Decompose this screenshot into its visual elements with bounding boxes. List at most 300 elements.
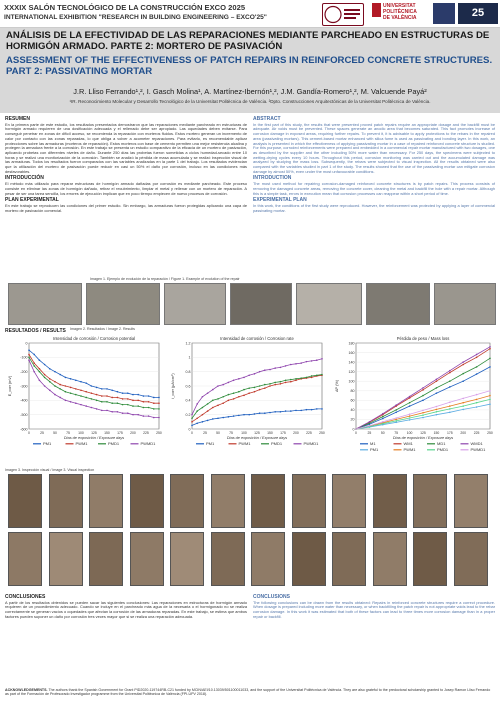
data-point — [54, 381, 56, 383]
data-point — [158, 408, 160, 410]
data-point — [117, 411, 119, 413]
data-point — [212, 400, 214, 402]
data-point — [202, 421, 204, 423]
corroded-rebar-photo — [49, 474, 83, 528]
data-point — [202, 414, 204, 416]
data-point — [233, 415, 235, 417]
y-tick-label: -300 — [20, 384, 28, 389]
data-point — [295, 378, 297, 380]
data-point — [254, 373, 256, 375]
data-point — [462, 409, 464, 411]
data-point — [222, 384, 224, 386]
y-tick-label: -100 — [20, 355, 28, 360]
conclusions-heading-en: CONCLUSIONS — [253, 594, 290, 600]
legend-label: PWM1 — [75, 441, 88, 446]
data-point — [85, 382, 87, 384]
y-axis-label: E_corr (mV) — [8, 375, 12, 397]
data-point — [148, 401, 150, 403]
data-point — [395, 417, 397, 419]
data-point — [248, 387, 250, 389]
data-point — [238, 378, 240, 380]
data-point — [75, 394, 77, 396]
data-point — [143, 407, 145, 409]
data-point — [44, 374, 46, 376]
data-point — [311, 377, 313, 379]
y-tick-label: 160 — [348, 350, 355, 355]
data-point — [54, 371, 56, 373]
data-point — [462, 398, 464, 400]
upv-logo-text: UNIVERSITAT POLITÈCNICA DE VALÈNCIA — [383, 3, 417, 21]
y-tick-label: -500 — [20, 412, 28, 417]
title-english: ASSESSMENT OF THE EFFECTIVENESS OF PATCH REPAIRS IN REINFORCED CONCRETE STRUCTURES. PART 2: PASSIVATING MORTAR — [6, 55, 493, 77]
data-point — [122, 404, 124, 406]
data-point — [300, 410, 302, 412]
data-point — [422, 412, 424, 414]
data-point — [321, 408, 323, 410]
data-point — [254, 391, 256, 393]
data-point — [422, 414, 424, 416]
data-point — [75, 379, 77, 381]
plan-text-en: In this work, the conditions of the first study were reproduced. However, the reinforcement was protected by applying a layer of commercial passivating mortar. — [253, 202, 495, 213]
data-point — [80, 404, 82, 406]
data-point — [196, 417, 198, 419]
data-point — [65, 391, 67, 393]
plan-text-es: En este trabajo se reproducen las condiciones del primer estudio. Sin embargo, las armaduras fueron protegidas aplicando una capa de mortero de pasivación comercial. — [5, 202, 247, 213]
data-point — [306, 361, 308, 363]
data-point — [238, 396, 240, 398]
corroded-rebar-photo — [373, 532, 407, 586]
data-point — [395, 419, 397, 421]
data-point — [321, 358, 323, 360]
experiment-photo-5 — [296, 283, 362, 325]
right-column — [253, 115, 495, 213]
data-point — [489, 399, 491, 401]
data-point — [106, 410, 108, 412]
data-point — [207, 420, 209, 422]
corroded-rebar-photo — [454, 474, 488, 528]
data-point — [436, 379, 438, 381]
data-point — [117, 402, 119, 404]
data-point — [65, 400, 67, 402]
data-point — [259, 385, 261, 387]
data-point — [39, 368, 41, 370]
data-point — [28, 349, 30, 351]
data-point — [369, 422, 371, 424]
data-point — [395, 420, 397, 422]
data-point — [476, 366, 478, 368]
x-tick-label: 175 — [280, 431, 286, 435]
data-point — [39, 371, 41, 373]
data-point — [248, 414, 250, 416]
results-heading: RESULTADOS / RESULTS — [5, 328, 66, 334]
corroded-rebar-photo — [292, 532, 326, 586]
data-point — [290, 364, 292, 366]
data-point — [264, 387, 266, 389]
data-point — [462, 405, 464, 407]
y-tick-label: 0.8 — [185, 369, 191, 374]
data-point — [311, 409, 313, 411]
data-point — [311, 375, 313, 377]
data-point — [39, 359, 41, 361]
data-point — [101, 401, 103, 403]
data-point — [489, 390, 491, 392]
data-point — [422, 410, 424, 412]
data-point — [422, 387, 424, 389]
data-point — [80, 395, 82, 397]
data-point — [96, 394, 98, 396]
data-point — [382, 416, 384, 418]
data-point — [264, 369, 266, 371]
data-point — [70, 387, 72, 389]
data-point — [306, 377, 308, 379]
data-point — [75, 402, 77, 404]
data-point — [248, 374, 250, 376]
y-tick-label: 120 — [348, 369, 355, 374]
x-tick-label: 125 — [91, 431, 97, 435]
data-point — [436, 387, 438, 389]
x-tick-label: 100 — [406, 431, 413, 435]
x-tick-label: 125 — [420, 431, 426, 435]
data-point — [65, 377, 67, 379]
y-tick-label: -600 — [20, 427, 28, 432]
data-point — [259, 412, 261, 414]
corroded-rebar-photo — [413, 474, 447, 528]
x-tick-label: 250 — [319, 431, 325, 435]
x-tick-label: 50 — [53, 431, 57, 435]
x-tick-label: 25 — [40, 431, 44, 435]
data-point — [127, 412, 129, 414]
data-point — [476, 406, 478, 408]
data-point — [269, 412, 271, 414]
legend-label: PWM1 — [238, 441, 251, 446]
data-point — [476, 394, 478, 396]
data-point — [212, 418, 214, 420]
data-point — [132, 405, 134, 407]
title-spanish: ANÁLISIS DE LA EFECTIVIDAD DE LAS REPARACIONES MEDIANTE PARCHEADO EN ESTRUCTURAS DE HORMIGÓN ARMADO. PARTE 2: MORTERO DE PASIVACIÓN — [6, 30, 490, 52]
data-point — [280, 411, 282, 413]
data-point — [382, 423, 384, 425]
y-tick-label: 0.2 — [185, 412, 191, 417]
data-point — [153, 397, 155, 399]
x-tick-label: 50 — [380, 431, 385, 435]
data-point — [222, 402, 224, 404]
corroded-rebar-photo — [373, 474, 407, 528]
legend-label: PWMD1 — [140, 441, 156, 446]
data-point — [280, 367, 282, 369]
upv-seal-logo — [322, 3, 364, 26]
data-point — [395, 409, 397, 411]
event-subtitle: INTERNATIONAL EXHIBITION "RESEARCH IN BUILDING ENGINEERING – EXCO'25" — [4, 14, 267, 21]
data-point — [91, 407, 93, 409]
x-tick-label: 25 — [203, 431, 207, 435]
data-point — [409, 396, 411, 398]
abstract-text: In the first part of this study, the results that were presented proved patch repairs require an appropriate dosage and the backfill must be adequate. Air voids must be prevented. These spaces generate an anodic area that becomes saturated. This fact promotes increase of corrosion damage in exposed areas, requiring further repairs. To prevent it, it is advisable to apply protections to the rebars in the repaired area (passivating mortars). This cement-based mortar enhanced with silica fume is used as passivating and bonding layer. In this work, an analysis is presented in which the effectiveness of applying passivating mortar in a case of repaired reinforced concrete structure is studied. For this purpose, corroded reinforcements were prepared and embedded in a commercial repair mortar manufactured with two dosages, one as described by the supplier and the other including 50% more water than necessary. For 250 days, the specimens were subjected to wetting-drying cycles every 10 hours. Throughout this period, corrosion monitoring was carried out and the accumulated damage was analyzed by studying the mass loss. Subsequently, the rebars were subjected to visual inspection. All the results obtained were also compared with the variables studied in part 1 of the study. The results showed that the use of the passivating mortar can mitigate corrosion damage by almost 50%, even under the most unfavourable conditions. — [253, 121, 495, 174]
data-point — [422, 417, 424, 419]
data-point — [132, 400, 134, 402]
data-point — [207, 392, 209, 394]
data-point — [132, 394, 134, 396]
x-tick-label: 100 — [78, 431, 84, 435]
data-point — [243, 389, 245, 391]
data-point — [228, 394, 230, 396]
data-point — [269, 385, 271, 387]
x-tick-label: 250 — [156, 431, 162, 435]
data-point — [300, 362, 302, 364]
data-point — [44, 377, 46, 379]
y-axis-label: i_corr (μA/cm²) — [171, 373, 175, 399]
data-point — [382, 421, 384, 423]
data-point — [59, 388, 61, 390]
x-tick-label: 225 — [143, 431, 149, 435]
data-point — [137, 405, 139, 407]
x-tick-label: 125 — [254, 431, 260, 435]
data-point — [295, 379, 297, 381]
data-point — [316, 408, 318, 410]
legend-label: WMD1 — [470, 441, 483, 446]
x-tick-label: 0 — [28, 431, 30, 435]
data-point — [49, 378, 51, 380]
data-point — [222, 396, 224, 398]
data-point — [285, 410, 287, 412]
x-tick-label: 50 — [216, 431, 220, 435]
data-point — [290, 379, 292, 381]
y-tick-label: 80 — [350, 389, 355, 394]
data-point — [489, 403, 491, 405]
x-tick-label: 175 — [446, 431, 453, 435]
data-point — [409, 419, 411, 421]
data-point — [295, 410, 297, 412]
legend-label: PWMD1 — [470, 447, 486, 452]
legend-label: PMD1 — [271, 441, 283, 446]
data-point — [33, 371, 35, 373]
x-tick-label: 225 — [473, 431, 480, 435]
corroded-rebar-photo — [413, 532, 447, 586]
data-point — [39, 379, 41, 381]
legend-label: PM1 — [370, 447, 379, 452]
data-point — [462, 361, 464, 363]
data-point — [111, 390, 113, 392]
data-point — [117, 397, 119, 399]
data-point — [158, 397, 160, 399]
data-point — [191, 421, 193, 423]
data-point — [111, 397, 113, 399]
data-point — [369, 425, 371, 427]
data-point — [44, 364, 46, 366]
intro-text-en: The most used method for repairing corrosion-damaged reinforced concrete structures is by patch repairs. This process consists of removing the damaged concrete areas, removing the concrete cover, cleaning the metal and backfill the hole with a repair mortar. Although this is a simple task, errors in execution mean that corrosion processes can reappear within a short period of time. — [253, 181, 495, 196]
data-point — [382, 418, 384, 420]
legend-label: WM1 — [403, 441, 413, 446]
data-point — [243, 395, 245, 397]
x-tick-label: 200 — [293, 431, 299, 435]
data-point — [422, 395, 424, 397]
legend-label: M1 — [370, 441, 376, 446]
mass-loss-chart — [332, 333, 496, 463]
data-point — [158, 417, 160, 419]
authors: J.R. Lliso Ferrando¹,², I. Gasch Molina¹, A. Martínez-Ibernón¹,², J.M. Gandía-Romero¹,², M. Valcuende Payá² — [73, 87, 427, 96]
y-tick-label: 180 — [348, 341, 355, 346]
data-point — [395, 422, 397, 424]
data-point — [476, 402, 478, 404]
left-column — [5, 115, 247, 213]
intro-text-es: El método más utilizado para reparar estructuras de hormigón armado dañadas por corrosión es mediante parcheado. Este proceso consiste en eliminar las zonas de hormigón dañado, retirar el recubrimiento, limpiar el metal y rellenar con un mortero de reparación. A pesar de ser una tarea sencilla, los errores de ejecución implican que en poco tiempo empiecen de nuevo procesos de corrosión. — [5, 181, 247, 196]
affiliations: ¹IR. Reconocimiento Molecular y Desarrollo Tecnológico de la Universitat Politècnica de València. ²Dpto. Construcciones Arquitectónicas de la Universitat Politècnica de València. — [69, 99, 431, 104]
data-point — [228, 400, 230, 402]
data-point — [49, 381, 51, 383]
data-point — [49, 390, 51, 392]
legend-label: PWM1 — [403, 447, 416, 452]
y-tick-label: 1.2 — [185, 341, 191, 346]
data-point — [143, 395, 145, 397]
data-point — [85, 397, 87, 399]
corrosion-rate-chart — [168, 333, 328, 463]
resumen-text: En la primera parte de este estudio, los resultados presentados demostraron que las reparaciones mediante parcheado en estructuras de hormigón armado requieren de una dosificación adecuada y el rellenado debe ser apropiado. Las oquedades deben evitarse. Para conseguir penetrar en zonas de difícil acceso, se recomienda la reparación con morteros fluidos. Estos mortero generan un incremento de calor por contacto con las zonas reparadas, lo que obliga a volver a acometer reparaciones. Para evitarlo, es recomendable aplicar protecciones sobre las armaduras (morteros de reparación). Estos morteros con base de cemento permiten una mejor resistencia alcalina y protegen la armadura frente a la corrosión. En este trabajo se presenta un estudio comparativo de la eficacia de un mortero de pasivación, aplicando probetas con diferentes niveles de daño. Durante 250 días las probetas fueron sometidas a ciclos humedad-secado entre 10 horas y se realizó una monitorización de la corrosión. También se analizó la pérdida de masa acumulada y se realizó inspección visual de las armaduras. Todos los resultados fueron comparados con las variables analizadas en la parte 1 del trabajo. Los resultados evidencian que la utilización del mortero de pasivación puede reducir en casi un 50% el daño por corrosión, incluso en las condiciones más desfavorables. — [5, 121, 247, 174]
data-point — [489, 395, 491, 397]
data-point — [202, 407, 204, 409]
corroded-rebar-photo — [454, 532, 488, 586]
data-point — [191, 414, 193, 416]
data-point — [143, 401, 145, 403]
data-point — [59, 384, 61, 386]
conclusions-text-es: A partir de los resultados obtenidos se pueden sacar las siguientes conclusiones: Las reparaciones en estructuras de hormigón armado requieren de un procedimiento adecuado. Cuando se incluye en el parcheado más agua de la necesaria o el hormigonado no se realiza correctamente se generan vacíos o oquedades que afectan la corrosión de las armaduras reparadas. En este trabajo, se estima que ambos factores pueden suponer un daño por corrosión tres veces mayor que si se realiza una reparación adecuada. — [5, 599, 247, 619]
data-point — [132, 414, 134, 416]
data-point — [233, 398, 235, 400]
data-point — [409, 397, 411, 399]
data-point — [422, 389, 424, 391]
abstract-heading: ABSTRACT — [253, 116, 281, 122]
y-tick-label: 0.4 — [185, 398, 191, 403]
data-point — [28, 354, 30, 356]
data-point — [422, 400, 424, 402]
y-tick-label: -200 — [20, 369, 28, 374]
data-point — [106, 388, 108, 390]
corroded-rebar-photo — [292, 474, 326, 528]
experiment-photo-6 — [366, 283, 430, 325]
data-point — [75, 388, 77, 390]
data-point — [285, 379, 287, 381]
data-point — [462, 402, 464, 404]
data-point — [436, 411, 438, 413]
data-point — [111, 402, 113, 404]
data-point — [212, 389, 214, 391]
y-tick-label: 100 — [348, 379, 355, 384]
data-point — [436, 409, 438, 411]
legend-label: PM1 — [43, 441, 52, 446]
data-point — [65, 385, 67, 387]
data-point — [254, 413, 256, 415]
data-point — [122, 392, 124, 394]
data-point — [243, 414, 245, 416]
corroded-rebar-photo — [8, 532, 42, 586]
x-tick-label: 0 — [355, 431, 357, 435]
data-point — [449, 380, 451, 382]
corroded-rebar-photo — [170, 474, 204, 528]
upv-logo — [372, 3, 427, 24]
data-point — [158, 402, 160, 404]
corroded-rebar-photo — [130, 532, 164, 586]
data-point — [96, 387, 98, 389]
data-point — [196, 422, 198, 424]
data-point — [489, 366, 491, 368]
acknowledgements — [5, 688, 495, 697]
data-point — [33, 362, 35, 364]
conclusions-en — [253, 593, 495, 620]
x-tick-label: 200 — [460, 431, 467, 435]
data-point — [127, 398, 129, 400]
corroded-rebar-photo — [130, 474, 164, 528]
data-point — [91, 385, 93, 387]
poster-header — [0, 0, 500, 28]
x-tick-label: 175 — [117, 431, 123, 435]
data-point — [228, 382, 230, 384]
experiment-photo-2 — [86, 283, 160, 325]
y-axis-label: ΔP (%) — [335, 380, 339, 392]
image1-caption: Imagen 1. Ejemplo de evolución de la reparación / Figure 1. Example of evolution of the repair — [90, 277, 240, 281]
data-point — [127, 392, 129, 394]
data-point — [409, 402, 411, 404]
data-point — [117, 391, 119, 393]
corroded-rebar-photo — [89, 474, 123, 528]
data-point — [449, 370, 451, 372]
y-tick-label: 0 — [188, 427, 191, 432]
corroded-rebar-photo — [89, 532, 123, 586]
data-point — [148, 407, 150, 409]
data-point — [70, 378, 72, 380]
data-point — [122, 412, 124, 414]
corroded-rebar-photo — [251, 474, 285, 528]
x-axis-label: Días de exposición / Exposure days — [226, 436, 288, 440]
data-point — [54, 394, 56, 396]
data-point — [462, 373, 464, 375]
y-tick-label: 60 — [350, 398, 355, 403]
data-point — [91, 398, 93, 400]
data-point — [369, 421, 371, 423]
eti-logo — [433, 3, 455, 24]
data-point — [462, 364, 464, 366]
image2-caption: Imagen 2. Resultados / Image 2. Results — [70, 327, 135, 331]
data-point — [33, 354, 35, 356]
y-tick-label: -400 — [20, 398, 28, 403]
data-point — [316, 374, 318, 376]
x-tick-label: 25 — [367, 431, 372, 435]
x-tick-label: 0 — [191, 431, 193, 435]
ack-text: The authors thank the Spanish Government for Grant PID2020-119744RB-C21 funded by MCIN/AEI/10.13039/501100011033, and the support of the Universitat Politècnica de València. They are also grateful to the predoctoral scholarship granted to Josep Ramon Lliso Ferrando as part of the Formación de Profesorado Investigador programme from the Universitat Politècnica de València (FPI-UPV 2018). — [5, 688, 491, 697]
data-point — [127, 404, 129, 406]
corroded-rebar-photo — [8, 474, 42, 528]
x-tick-label: 200 — [130, 431, 136, 435]
data-point — [54, 385, 56, 387]
data-point — [28, 357, 30, 359]
x-tick-label: 150 — [104, 431, 110, 435]
data-point — [207, 403, 209, 405]
image3-caption: Imagen 3. Inspección visual / Image 3. Visual inspection — [5, 468, 95, 472]
data-point — [202, 396, 204, 398]
data-point — [489, 346, 491, 348]
x-tick-label: 100 — [241, 431, 247, 435]
data-point — [137, 414, 139, 416]
plan-heading-es: PLAN EXPERIMENTAL — [5, 197, 59, 204]
legend-label: MD1 — [437, 441, 446, 446]
data-point — [254, 387, 256, 389]
data-point — [59, 374, 61, 376]
data-point — [70, 401, 72, 403]
data-point — [395, 411, 397, 413]
data-point — [274, 384, 276, 386]
data-point — [148, 415, 150, 417]
data-point — [395, 404, 397, 406]
conclusions-heading-es: CONCLUSIONES — [5, 594, 46, 600]
data-point — [143, 415, 145, 417]
data-point — [264, 384, 266, 386]
